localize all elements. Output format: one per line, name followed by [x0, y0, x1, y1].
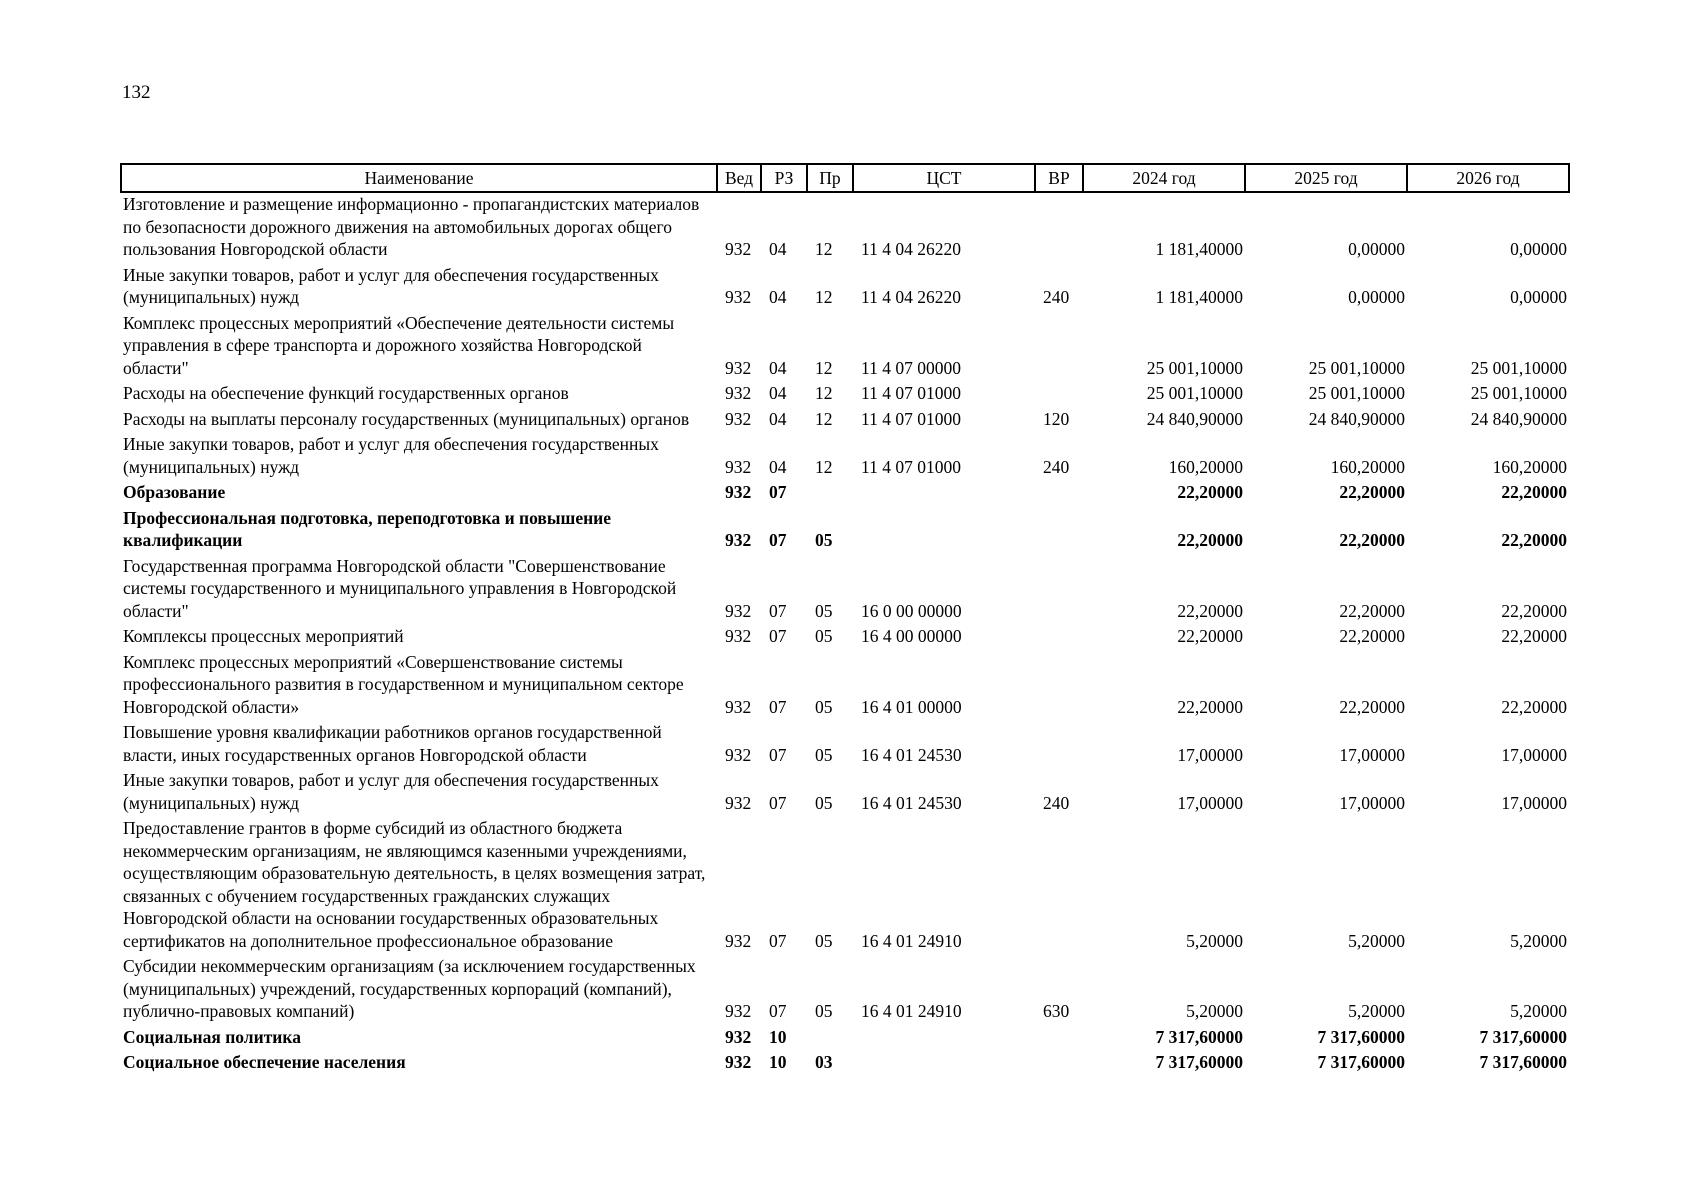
row-2026-cell: 0,00000 [1510, 239, 1567, 259]
row-cst-cell: 11 4 07 01000 [861, 456, 961, 477]
row-ved-cell: 932 [725, 792, 752, 813]
row-ved-cell: 932 [725, 357, 752, 378]
header-2024: 2024 год [1083, 164, 1245, 192]
row-name-cell: Иные закупки товаров, работ и услуг для обеспечения государственных (муниципальных) нужд [123, 770, 659, 813]
header-rz: РЗ [761, 164, 807, 192]
row-2026-cell: 24 840,90000 [1470, 408, 1567, 429]
row-2026-cell: 25 001,10000 [1470, 383, 1567, 403]
row-vr-cell [1035, 721, 1083, 769]
row-2026-cell: 17,00000 [1501, 744, 1567, 765]
table-row [121, 955, 1569, 1026]
budget-table [120, 163, 1570, 1077]
row-vr-cell [1035, 817, 1083, 955]
row-pr-cell: 05 [815, 1001, 833, 1021]
row-2024-cell: 1 181,40000 [1155, 287, 1243, 307]
row-vr-cell: 240 [1043, 456, 1070, 477]
row-2026-cell: 5,20000 [1510, 930, 1567, 951]
table-row [121, 433, 1569, 481]
row-2024-cell: 5,20000 [1186, 930, 1243, 951]
row-ved-cell: 932 [725, 744, 752, 765]
row-vr-cell [1035, 192, 1083, 264]
row-2026-cell: 22,20000 [1501, 626, 1567, 646]
row-cst-cell: 16 0 00 00000 [861, 600, 962, 621]
row-pr-cell: 05 [815, 530, 833, 550]
row-rz-cell: 07 [769, 600, 787, 621]
row-ved-cell: 932 [725, 930, 752, 951]
row-pr-cell: 05 [815, 626, 833, 646]
row-vr-cell [1035, 507, 1083, 555]
table-row [121, 769, 1569, 817]
row-rz-cell: 04 [769, 357, 787, 378]
row-2026-cell: 22,20000 [1501, 530, 1567, 550]
row-pr-cell: 05 [815, 600, 833, 621]
row-name-cell: Иные закупки товаров, работ и услуг для обеспечения государственных (муниципальных) нужд [123, 264, 659, 307]
table-row [121, 1051, 1569, 1077]
table-row [121, 382, 1569, 408]
row-2025-cell: 5,20000 [1348, 930, 1405, 951]
row-ved-cell: 932 [725, 482, 752, 502]
row-2026-cell: 7 317,60000 [1479, 1052, 1567, 1072]
row-2026-cell: 0,00000 [1510, 287, 1567, 307]
row-rz-cell: 07 [769, 696, 787, 717]
row-2026-cell: 22,20000 [1501, 696, 1567, 717]
table-row [121, 721, 1569, 769]
header-vr: ВР [1035, 164, 1083, 192]
row-ved-cell: 932 [725, 1001, 752, 1021]
row-2024-cell: 22,20000 [1177, 696, 1243, 717]
row-rz-cell: 10 [769, 1026, 787, 1047]
row-pr-cell: 12 [815, 408, 833, 429]
row-ved-cell: 932 [725, 530, 752, 550]
row-name-cell: Предоставление грантов в форме субсидий из областного бюджета некоммерческим организациям, не являющимся казенными учреждениями, осуществляющим образовательную деятельность, в целях возмещения затрат, связанных с обучением государственных гражданских служащих Новгородской области на основании государственных образовательных сертификатов на дополнительное профессиональное образование [123, 818, 706, 951]
row-cst-cell: 11 4 04 26220 [861, 239, 961, 259]
row-ved-cell: 932 [725, 626, 752, 646]
header-pr: Пр [807, 164, 853, 192]
header-cst: ЦСТ [853, 164, 1035, 192]
row-2024-cell: 7 317,60000 [1155, 1052, 1243, 1072]
row-pr-cell: 05 [815, 696, 833, 717]
row-vr-cell: 240 [1043, 287, 1070, 307]
table-header [121, 164, 1569, 192]
row-rz-cell: 10 [769, 1052, 787, 1072]
row-2026-cell: 22,20000 [1501, 482, 1567, 502]
header-2025: 2025 год [1245, 164, 1407, 192]
row-2026-cell: 22,20000 [1501, 600, 1567, 621]
table-row [121, 312, 1569, 383]
row-rz-cell: 07 [769, 930, 787, 951]
table-row [121, 817, 1569, 955]
header-name: Наименование [121, 164, 717, 192]
row-pr-cell [807, 481, 853, 507]
row-name-cell: Социальное обеспечение населения [123, 1052, 406, 1072]
table-row [121, 408, 1569, 434]
row-2026-cell: 160,20000 [1492, 456, 1567, 477]
row-cst-cell: 11 4 07 01000 [861, 408, 961, 429]
row-2025-cell: 160,20000 [1330, 456, 1405, 477]
row-pr-cell: 12 [815, 357, 833, 378]
row-2024-cell: 17,00000 [1177, 744, 1243, 765]
row-cst-cell [853, 507, 1035, 555]
row-rz-cell: 04 [769, 383, 787, 403]
row-pr-cell: 12 [815, 456, 833, 477]
row-vr-cell [1035, 625, 1083, 651]
header-ved: Вед [717, 164, 761, 192]
row-rz-cell: 07 [769, 482, 787, 502]
row-name-cell: Образование [123, 482, 226, 502]
row-name-cell: Комплекс процессных мероприятий «Обеспечение деятельности системы управления в сфере транспорта и дорожного хозяйства Новгородской области" [123, 312, 675, 378]
row-pr-cell [807, 1026, 853, 1052]
row-vr-cell [1035, 481, 1083, 507]
row-rz-cell: 07 [769, 1001, 787, 1021]
row-pr-cell: 12 [815, 287, 833, 307]
row-ved-cell: 932 [725, 239, 752, 259]
row-cst-cell: 11 4 04 26220 [861, 287, 961, 307]
row-cst-cell [853, 481, 1035, 507]
row-2024-cell: 17,00000 [1177, 792, 1243, 813]
row-2024-cell: 7 317,60000 [1155, 1026, 1243, 1047]
row-vr-cell: 240 [1043, 792, 1070, 813]
row-rz-cell: 04 [769, 287, 787, 307]
row-cst-cell [853, 1051, 1035, 1077]
row-name-cell: Профессиональная подготовка, переподготовка и повышение квалификации [123, 507, 612, 550]
row-ved-cell: 932 [725, 408, 752, 429]
row-ved-cell: 932 [725, 1052, 752, 1072]
table-row [121, 651, 1569, 722]
row-name-cell: Расходы на обеспечение функций государственных органов [123, 383, 569, 403]
row-vr-cell: 630 [1043, 1001, 1070, 1021]
table-row [121, 1026, 1569, 1052]
row-vr-cell [1035, 555, 1083, 626]
row-2025-cell: 0,00000 [1348, 239, 1405, 259]
row-pr-cell: 05 [815, 930, 833, 951]
row-cst-cell: 16 4 01 24530 [861, 744, 962, 765]
row-2024-cell: 5,20000 [1186, 1001, 1243, 1021]
table-row [121, 625, 1569, 651]
row-ved-cell: 932 [725, 383, 752, 403]
row-pr-cell: 03 [815, 1052, 833, 1072]
row-pr-cell: 05 [815, 792, 833, 813]
row-2025-cell: 17,00000 [1339, 792, 1405, 813]
table-row [121, 481, 1569, 507]
header-2026: 2026 год [1407, 164, 1569, 192]
row-2024-cell: 25 001,10000 [1146, 357, 1243, 378]
row-rz-cell: 04 [769, 239, 787, 259]
row-cst-cell: 16 4 00 00000 [861, 626, 962, 646]
row-name-cell: Изготовление и размещение информационно - пропагандистских материалов по безопасности дорожного движения на автомобильных дорогах общего пользования Новгородской области [123, 194, 700, 259]
row-2026-cell: 25 001,10000 [1470, 357, 1567, 378]
table-row [121, 264, 1569, 312]
row-vr-cell [1035, 312, 1083, 383]
table-row [121, 555, 1569, 626]
row-2025-cell: 25 001,10000 [1308, 383, 1405, 403]
row-cst-cell: 16 4 01 24910 [861, 1001, 962, 1021]
row-2024-cell: 1 181,40000 [1155, 239, 1243, 259]
row-cst-cell: 16 4 01 24910 [861, 930, 962, 951]
row-cst-cell: 16 4 01 24530 [861, 792, 962, 813]
row-2025-cell: 17,00000 [1339, 744, 1405, 765]
row-2026-cell: 17,00000 [1501, 792, 1567, 813]
row-2025-cell: 25 001,10000 [1308, 357, 1405, 378]
row-ved-cell: 932 [725, 1026, 752, 1047]
table-body [121, 192, 1569, 1077]
row-2025-cell: 7 317,60000 [1317, 1052, 1405, 1072]
row-rz-cell: 07 [769, 792, 787, 813]
row-2024-cell: 22,20000 [1177, 482, 1243, 502]
row-2025-cell: 0,00000 [1348, 287, 1405, 307]
row-2025-cell: 24 840,90000 [1308, 408, 1405, 429]
row-ved-cell: 932 [725, 287, 752, 307]
row-ved-cell: 932 [725, 456, 752, 477]
table-row [121, 507, 1569, 555]
row-2024-cell: 22,20000 [1177, 626, 1243, 646]
page-number: 132 [122, 82, 151, 103]
row-2025-cell: 22,20000 [1339, 482, 1405, 502]
row-vr-cell [1035, 382, 1083, 408]
row-2025-cell: 22,20000 [1339, 530, 1405, 550]
row-cst-cell: 11 4 07 00000 [861, 357, 961, 378]
row-2025-cell: 5,20000 [1348, 1001, 1405, 1021]
row-2025-cell: 22,20000 [1339, 600, 1405, 621]
row-2026-cell: 5,20000 [1510, 1001, 1567, 1021]
row-cst-cell [853, 1026, 1035, 1052]
row-2026-cell: 7 317,60000 [1479, 1026, 1567, 1047]
row-name-cell: Комплексы процессных мероприятий [123, 626, 404, 646]
row-rz-cell: 07 [769, 626, 787, 646]
row-2025-cell: 22,20000 [1339, 626, 1405, 646]
row-vr-cell [1035, 1051, 1083, 1077]
row-2024-cell: 24 840,90000 [1146, 408, 1243, 429]
row-name-cell: Государственная программа Новгородской области "Совершенствование системы государственного и муниципального управления в Новгородской области" [123, 555, 677, 621]
row-pr-cell: 12 [815, 239, 833, 259]
row-name-cell: Расходы на выплаты персоналу государственных (муниципальных) органов [123, 408, 690, 429]
row-pr-cell: 12 [815, 383, 833, 403]
row-vr-cell [1035, 651, 1083, 722]
row-name-cell: Социальная политика [123, 1026, 301, 1047]
row-2024-cell: 22,20000 [1177, 600, 1243, 621]
row-name-cell: Иные закупки товаров, работ и услуг для обеспечения государственных (муниципальных) нужд [123, 434, 659, 477]
row-name-cell: Повышение уровня квалификации работников органов государственной власти, иных государственных органов Новгородской области [123, 722, 662, 765]
table-row [121, 192, 1569, 264]
row-ved-cell: 932 [725, 600, 752, 621]
row-rz-cell: 04 [769, 408, 787, 429]
row-2024-cell: 22,20000 [1177, 530, 1243, 550]
row-2024-cell: 25 001,10000 [1146, 383, 1243, 403]
row-rz-cell: 04 [769, 456, 787, 477]
row-vr-cell: 120 [1043, 408, 1070, 429]
row-2024-cell: 160,20000 [1168, 456, 1243, 477]
row-vr-cell [1035, 1026, 1083, 1052]
row-2025-cell: 7 317,60000 [1317, 1026, 1405, 1047]
row-pr-cell: 05 [815, 744, 833, 765]
row-rz-cell: 07 [769, 530, 787, 550]
row-cst-cell: 11 4 07 01000 [861, 383, 961, 403]
row-rz-cell: 07 [769, 744, 787, 765]
row-name-cell: Субсидии некоммерческим организациям (за исключением государственных (муниципальных) учреждений, государственных корпораций (компаний), публично-правовых компаний) [123, 956, 696, 1021]
row-2025-cell: 22,20000 [1339, 696, 1405, 717]
row-cst-cell: 16 4 01 00000 [861, 696, 962, 717]
row-name-cell: Комплекс процессных мероприятий «Совершенствование системы профессионального развития в государственном и муниципальном секторе Новгородской области» [123, 651, 684, 717]
row-ved-cell: 932 [725, 696, 752, 717]
